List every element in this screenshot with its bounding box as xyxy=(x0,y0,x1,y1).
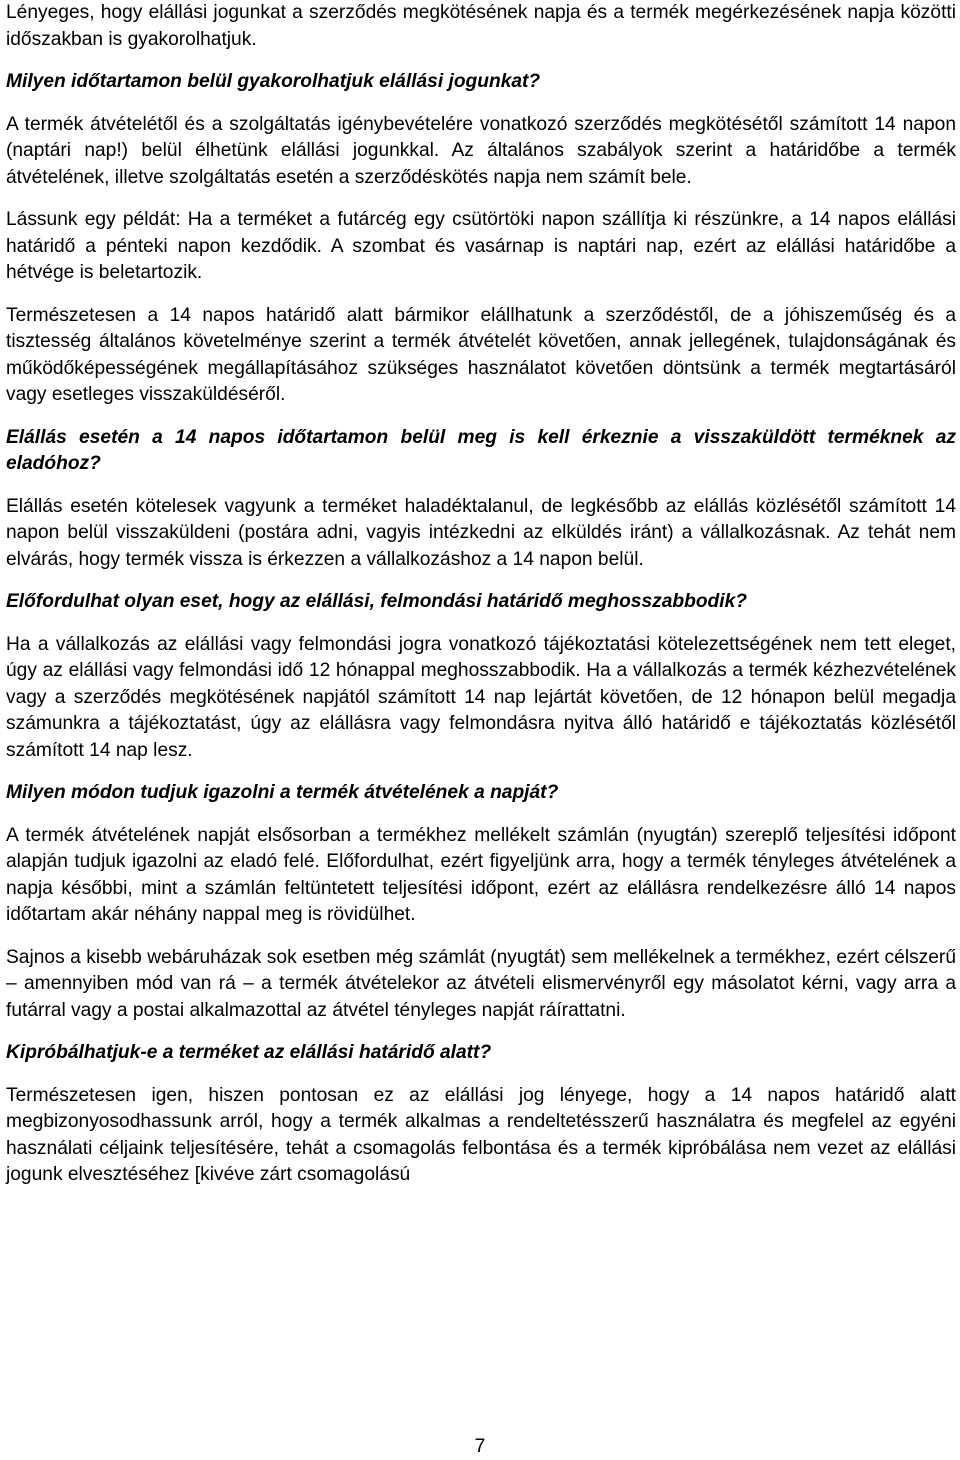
heading-time-limit: Milyen időtartamon belül gyakorolhatjuk elállási jogunkat? xyxy=(6,71,541,92)
paragraph-14-days: A termék átvételétől és a szolgáltatás igénybevételére vonatkozó szerződés megkötésétől számított 14 napon (naptári nap!) belül élhetünk elállási jogunkkal. Az általános szabályok szerint a határidőbe a termék átvételének, illetve szolgáltatás esetén a szerződéskötés napja nem számít bele. xyxy=(6,113,956,188)
paragraph-return-obligation: Elállás esetén kötelesek vagyunk a terméket haladéktalanul, de legkésőbb az elállás közlésétől számított 14 napon belül visszaküldeni (postára adni, vagyis intézkedni az elküldés iránt) a vállalkozásnak. Az tehát nem elvárás, hogy termék vissza is érkezzen a vállalkozáshoz a 14 napon belül. xyxy=(6,495,956,570)
paragraph-trying-product: Természetesen igen, hiszen pontosan ez az elállási jog lényege, hogy a 14 napos határidő alatt megbizonyosodhassunk arról, hogy a termék alkalmas a rendeltetésszerű használatra és megfelel az egyéni használati céljaink teljesítésére, tehát a csomagolás felbontása és a termék kipróbálása nem vezet az elállási jogunk elvesztéséhez [kivéve zárt csomagolású xyxy=(6,1084,956,1185)
heading-proof-of-receipt: Milyen módon tudjuk igazolni a termék átvételének a napját? xyxy=(6,782,559,803)
paragraph-extension: Ha a vállalkozás az elállási vagy felmondási jogra vonatkozó tájékoztatási kötelezettségének nem tett eleget, úgy az elállási vagy felmondási idő 12 hónappal meghosszabbodik. Ha a vállalkozás a termék kézhezvételének vagy a szerződés megkötésének napjától számított 14 nap lejártát követően, de 12 hónapon belül megadja számunkra a tájékoztatást, úgy az elállásra vagy felmondásra nyitva álló határidő e tájékoztatás közlésétől számított 14 nap lesz. xyxy=(6,633,956,761)
heading-trying-product: Kipróbálhatjuk-e a terméket az elállási határidő alatt? xyxy=(6,1042,492,1063)
paragraph-small-webshops: Sajnos a kisebb webáruházak sok esetben még számlát (nyugtát) sem mellékelnek a termékhez, ezért célszerű – amennyiben mód van rá – a termék átvételekor az átvételi elismervényről egy másolatot kérni, vagy arra a futárral vagy a postai alkalmazottal az átvétel tényleges napját ráírattatni. xyxy=(6,946,956,1021)
paragraph-good-faith: Természetesen a 14 napos határidő alatt bármikor elállhatunk a szerződéstől, de a jóhiszeműség és a tisztesség általános követelménye szerint a termék átvételét követően, annak jellegének, tulajdonságának és működőképességének megállapításához szükséges használatot követően döntsünk a termék megtartásáról vagy esetleges visszaküldéséről. xyxy=(6,304,956,405)
paragraph-invoice-date: A termék átvételének napját elsősorban a termékhez mellékelt számlán (nyugtán) szereplő teljesítési időpont alapján tudjuk igazolni az eladó felé. Előfordulhat, ezért figyeljünk arra, hogy a termék tényleges átvételének a napja későbbi, mint a számlán feltüntetett teljesítési időpont, ezért az elállásra rendelkezésre álló 14 napos időtartam akár néhány nappal meg is rövidülhet. xyxy=(6,824,956,925)
paragraph-intro: Lényeges, hogy elállási jogunkat a szerződés megkötésének napja és a termék megérkezésének napja közötti időszakban is gyakorolhatjuk. xyxy=(6,2,956,50)
page-number: 7 xyxy=(474,1436,486,1457)
paragraph-example: Lássunk egy példát: Ha a terméket a futárcég egy csütörtöki napon szállítja ki részünkre, a 14 napos elállási határidő a pénteki napon kezdődik. A szombat és vasárnap is naptári nap, ezért az elállási határidőbe a hétvége is beletartozik. xyxy=(6,209,956,283)
document-page xyxy=(6,0,956,1189)
heading-return-arrival: Elállás esetén a 14 napos időtartamon belül meg is kell érkeznie a visszaküldött terméknek az eladóhoz? xyxy=(6,426,956,474)
heading-extension: Előfordulhat olyan eset, hogy az elállási, felmondási határidő meghosszabbodik? xyxy=(6,591,747,612)
